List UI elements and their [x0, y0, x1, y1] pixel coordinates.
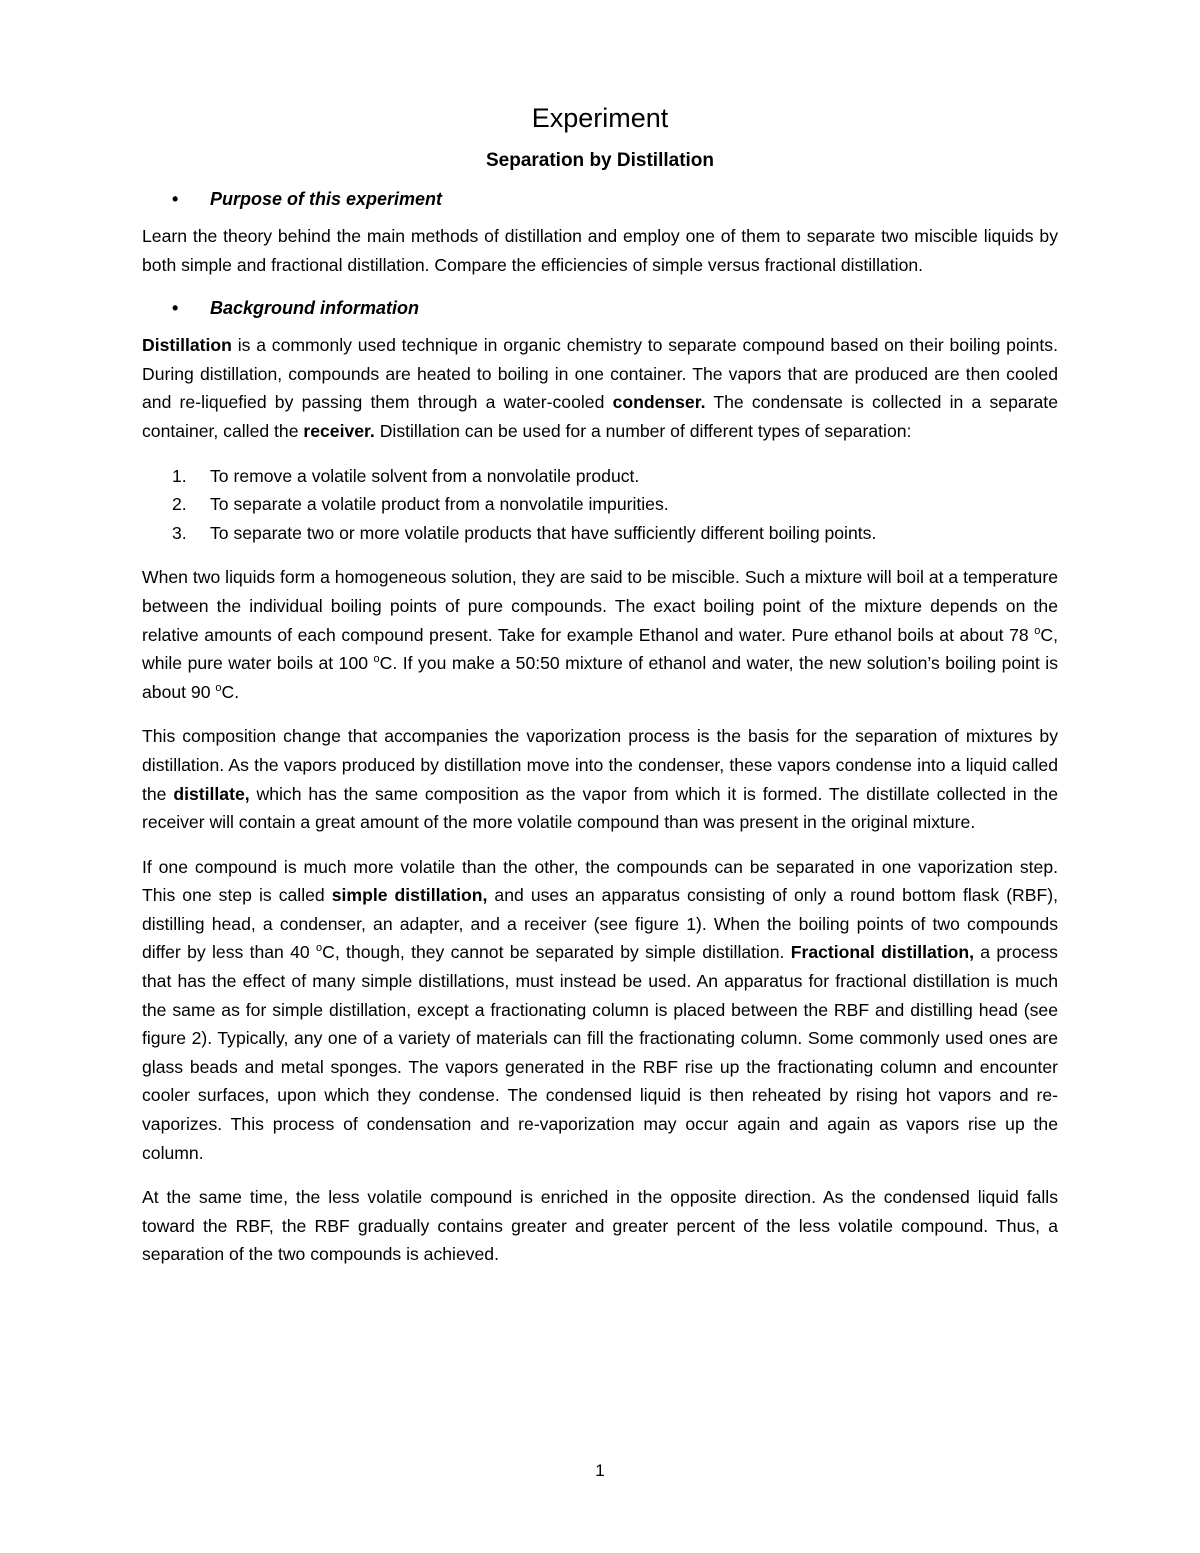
bullet-icon: • [172, 298, 179, 319]
purpose-paragraph: Learn the theory behind the main methods of distillation and employ one of them to separate two miscible liquids by both simple and fractional distillation. Compare the efficiencies of simple versus fractional distillation. [142, 226, 1058, 275]
simple-fractional-paragraph [142, 853, 1058, 1168]
degree-symbol: o [1034, 624, 1041, 637]
separation-types-list [142, 462, 1058, 548]
term-distillation: Distillation [142, 335, 232, 356]
term-fractional-distillation: Fractional distillation, [790, 942, 974, 963]
term-condenser: condenser. [612, 392, 706, 413]
page-number: 1 [595, 1461, 605, 1480]
miscible-paragraph [142, 563, 1058, 706]
list-number: 3. [172, 522, 187, 543]
degree-symbol: o [215, 681, 222, 694]
list-item-text: To separate two or more volatile products that have sufficiently different boiling points. [210, 522, 877, 543]
paragraph-text: is a commonly used technique in organic chemistry to separate compound based on their boiling points. During distillation, compounds are heated to boiling in one container. The vapors that are produced are then cooled and re-liquefied by passing them through a water-cooled [142, 335, 1058, 413]
term-distillate: distillate, [173, 783, 250, 804]
paragraph-text: C, though, they cannot be separated by simple distillation. [322, 942, 791, 963]
term-simple-distillation: simple distillation, [331, 885, 488, 906]
document-title: Experiment [531, 103, 669, 133]
paragraph-text: which has the same composition as the vapor from which it is formed. The distillate collected in the receiver will contain a great amount of the more volatile compound than was present in the original mixture. [142, 783, 1058, 833]
distillation-intro-paragraph [142, 331, 1058, 445]
paragraph-text: and uses an apparatus consisting of only a round bottom flask (RBF), distilling head, a condenser, an adapter, and a receiver (see figure 1). When the boiling points of two compounds differ by less than 40 [142, 885, 1058, 963]
enrichment-paragraph: At the same time, the less volatile compound is enriched in the opposite direction. As the condensed liquid falls toward the RBF, the RBF gradually contains greater and greater percent of the less volatile compound. Thus, a separation of the two compounds is achieved. [142, 1187, 1058, 1265]
paragraph-text: Distillation can be used for a number of different types of separation: [374, 420, 912, 441]
background-heading [142, 295, 1058, 321]
list-item-text: To remove a volatile solvent from a nonvolatile product. [210, 465, 640, 486]
list-item [142, 462, 1058, 491]
paragraph-text: C, while pure water boils at 100 [142, 624, 1058, 674]
list-item [142, 519, 1058, 548]
purpose-heading [142, 186, 1058, 212]
composition-paragraph [142, 722, 1058, 836]
degree-symbol: o [316, 942, 323, 955]
bullet-icon: • [172, 189, 179, 209]
list-item [142, 490, 1058, 519]
document-subtitle: Separation by Distillation [485, 150, 715, 171]
degree-symbol: o [373, 653, 380, 666]
list-number: 2. [172, 494, 187, 515]
paragraph-text: This composition change that accompanies the vaporization process is the basis for the separation of mixtures by distillation. As the vapors produced by distillation move into the condenser, these vapors condense into a liquid called the [142, 726, 1058, 804]
paragraph-text: The condensate is collected in a separate container, called the [142, 392, 1058, 441]
paragraph-text: When two liquids form a homogeneous solution, they are said to be miscible. Such a mixture will boil at a temperature between the individual boiling points of pure compounds. The exact boiling point of the mixture depends on the relative amounts of each compound present. Take for example Ethanol and water. Pure ethanol boils at about 78 [142, 567, 1058, 645]
paragraph-text: C. [221, 681, 240, 702]
term-receiver: receiver. [303, 420, 375, 441]
background-heading-text: Background information [210, 298, 420, 319]
paragraph-text: a process that has the effect of many simple distillations, must instead be used. An apparatus for fractional distillation is much the same as for simple distillation, except a fractionating column is placed between the RBF and distilling head (see figure 2). Typically, any one of a variety of materials can fill the fractionating column. Some commonly used ones are glass beads and metal sponges. The vapors generated in the RBF rise up the fractionating column and encounter cooler surfaces, upon which they condense. The condensed liquid is then reheated by rising hot vapors and re-vaporizes. This process of condensation and re-vaporization may occur again and again as vapors rise up the column. [142, 942, 1058, 1163]
purpose-heading-text: Purpose of this experiment [210, 189, 443, 209]
list-item-text: To separate a volatile product from a nonvolatile impurities. [210, 494, 669, 515]
paragraph-text: C. If you make a 50:50 mixture of ethanol and water, the new solution’s boiling point is about 90 [142, 653, 1058, 702]
list-number: 1. [172, 465, 187, 486]
paragraph-text: If one compound is much more volatile than the other, the compounds can be separated in one vaporization step. This one step is called [142, 856, 1058, 906]
